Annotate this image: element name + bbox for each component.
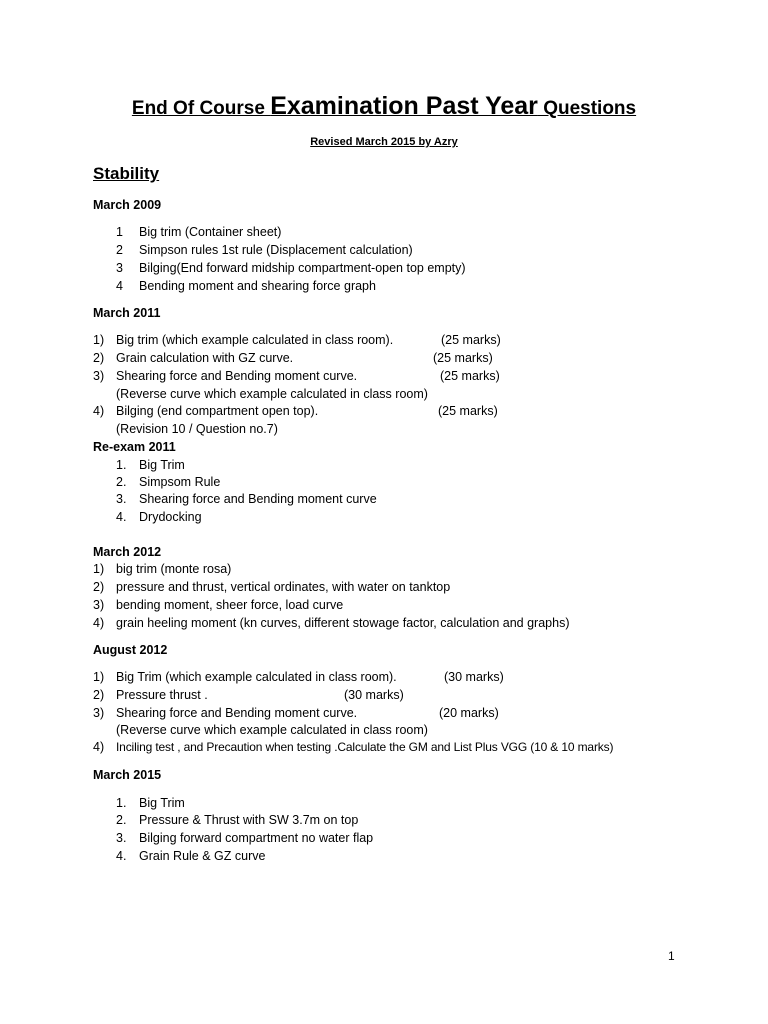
item-text: Big Trim [139,796,185,810]
item-number: 2) [93,580,105,594]
item-number: 1 [116,225,123,239]
item-number: 2. [116,813,127,827]
item-number: 1) [93,670,105,684]
item-text: big trim (monte rosa) [116,562,232,576]
item-number: 3) [93,369,105,383]
title-part-2: Examination Past Year [270,92,538,120]
item-marks: (30 marks) [444,670,504,684]
item-text: Inciling test , and Precaution when testing .Calculate the GM and List Plus VGG (10 & 10 marks) [116,740,614,754]
item-number: 2) [93,351,105,365]
item-number: 3 [116,261,123,275]
item-number: 4) [93,616,105,630]
item-number: 1) [93,333,105,347]
item-text: Shearing force and Bending moment curve. [116,369,358,383]
item-text: pressure and thrust, vertical ordinates, with water on tanktop [116,580,451,594]
item-text: Grain Rule & GZ curve [139,849,266,863]
item-text: Bending moment and shearing force graph [139,279,376,293]
item-number: 1. [116,458,127,472]
item-text: (Revision 10 / Question no.7) [116,422,278,436]
item-text: Bilging(End forward midship compartment-open top empty) [139,261,466,275]
document-subtitle: Revised March 2015 by Azry [310,136,458,148]
item-text: (Reverse curve which example calculated in class room) [116,723,428,737]
item-text: Grain calculation with GZ curve. [116,351,294,365]
item-number: 4 [116,279,123,293]
item-text: Pressure thrust . [116,688,208,702]
item-text: Drydocking [139,510,202,524]
block-heading-march-2009: March 2009 [93,198,162,212]
item-text: Simpsom Rule [139,475,221,489]
item-number: 3) [93,598,105,612]
item-number: 4) [93,404,105,418]
item-text: bending moment, sheer force, load curve [116,598,344,612]
block-heading-re-exam-2011: Re-exam 2011 [93,440,176,454]
item-text: Big trim (which example calculated in class room). [116,333,394,347]
item-text: Bilging (end compartment open top). [116,404,319,418]
item-text: Big Trim (which example calculated in class room). [116,670,397,684]
title-part-3: Questions [537,98,637,119]
section-heading: Stability [93,164,160,183]
block-heading-march-2011: March 2011 [93,306,161,320]
item-number: 1. [116,796,127,810]
item-marks: (25 marks) [441,333,501,347]
item-marks: (25 marks) [440,369,500,383]
item-text: Shearing force and Bending moment curve. [116,706,358,720]
item-number: 3) [93,706,105,720]
item-text: (Reverse curve which example calculated in class room) [116,387,428,401]
item-text: Bilging forward compartment no water flap [139,831,374,845]
item-number: 1) [93,562,105,576]
item-number: 2) [93,688,105,702]
item-marks: (20 marks) [439,706,499,720]
item-text: Simpson rules 1st rule (Displacement calculation) [139,243,413,257]
item-text: grain heeling moment (kn curves, different stowage factor, calculation and graphs) [116,616,570,630]
item-number: 2. [116,475,127,489]
item-number: 4. [116,849,127,863]
item-number: 3. [116,492,127,506]
document-title [0,92,768,121]
item-marks: (30 marks) [344,688,404,702]
title-part-1: End Of Course [131,98,271,119]
item-marks: (25 marks) [433,351,493,365]
page-number: 1 [668,949,675,963]
item-text: Shearing force and Bending moment curve [139,492,377,506]
block-heading-march-2012: March 2012 [93,545,162,559]
block-heading-march-2015: March 2015 [93,768,162,782]
item-number: 4. [116,510,127,524]
item-text: Pressure & Thrust with SW 3.7m on top [139,813,359,827]
item-number: 4) [93,740,105,754]
item-number: 3. [116,831,127,845]
item-text: Big Trim [139,458,185,472]
item-marks: (25 marks) [438,404,498,418]
block-heading-august-2012: August 2012 [93,643,168,657]
item-text: Big trim (Container sheet) [139,225,282,239]
item-number: 2 [116,243,123,257]
